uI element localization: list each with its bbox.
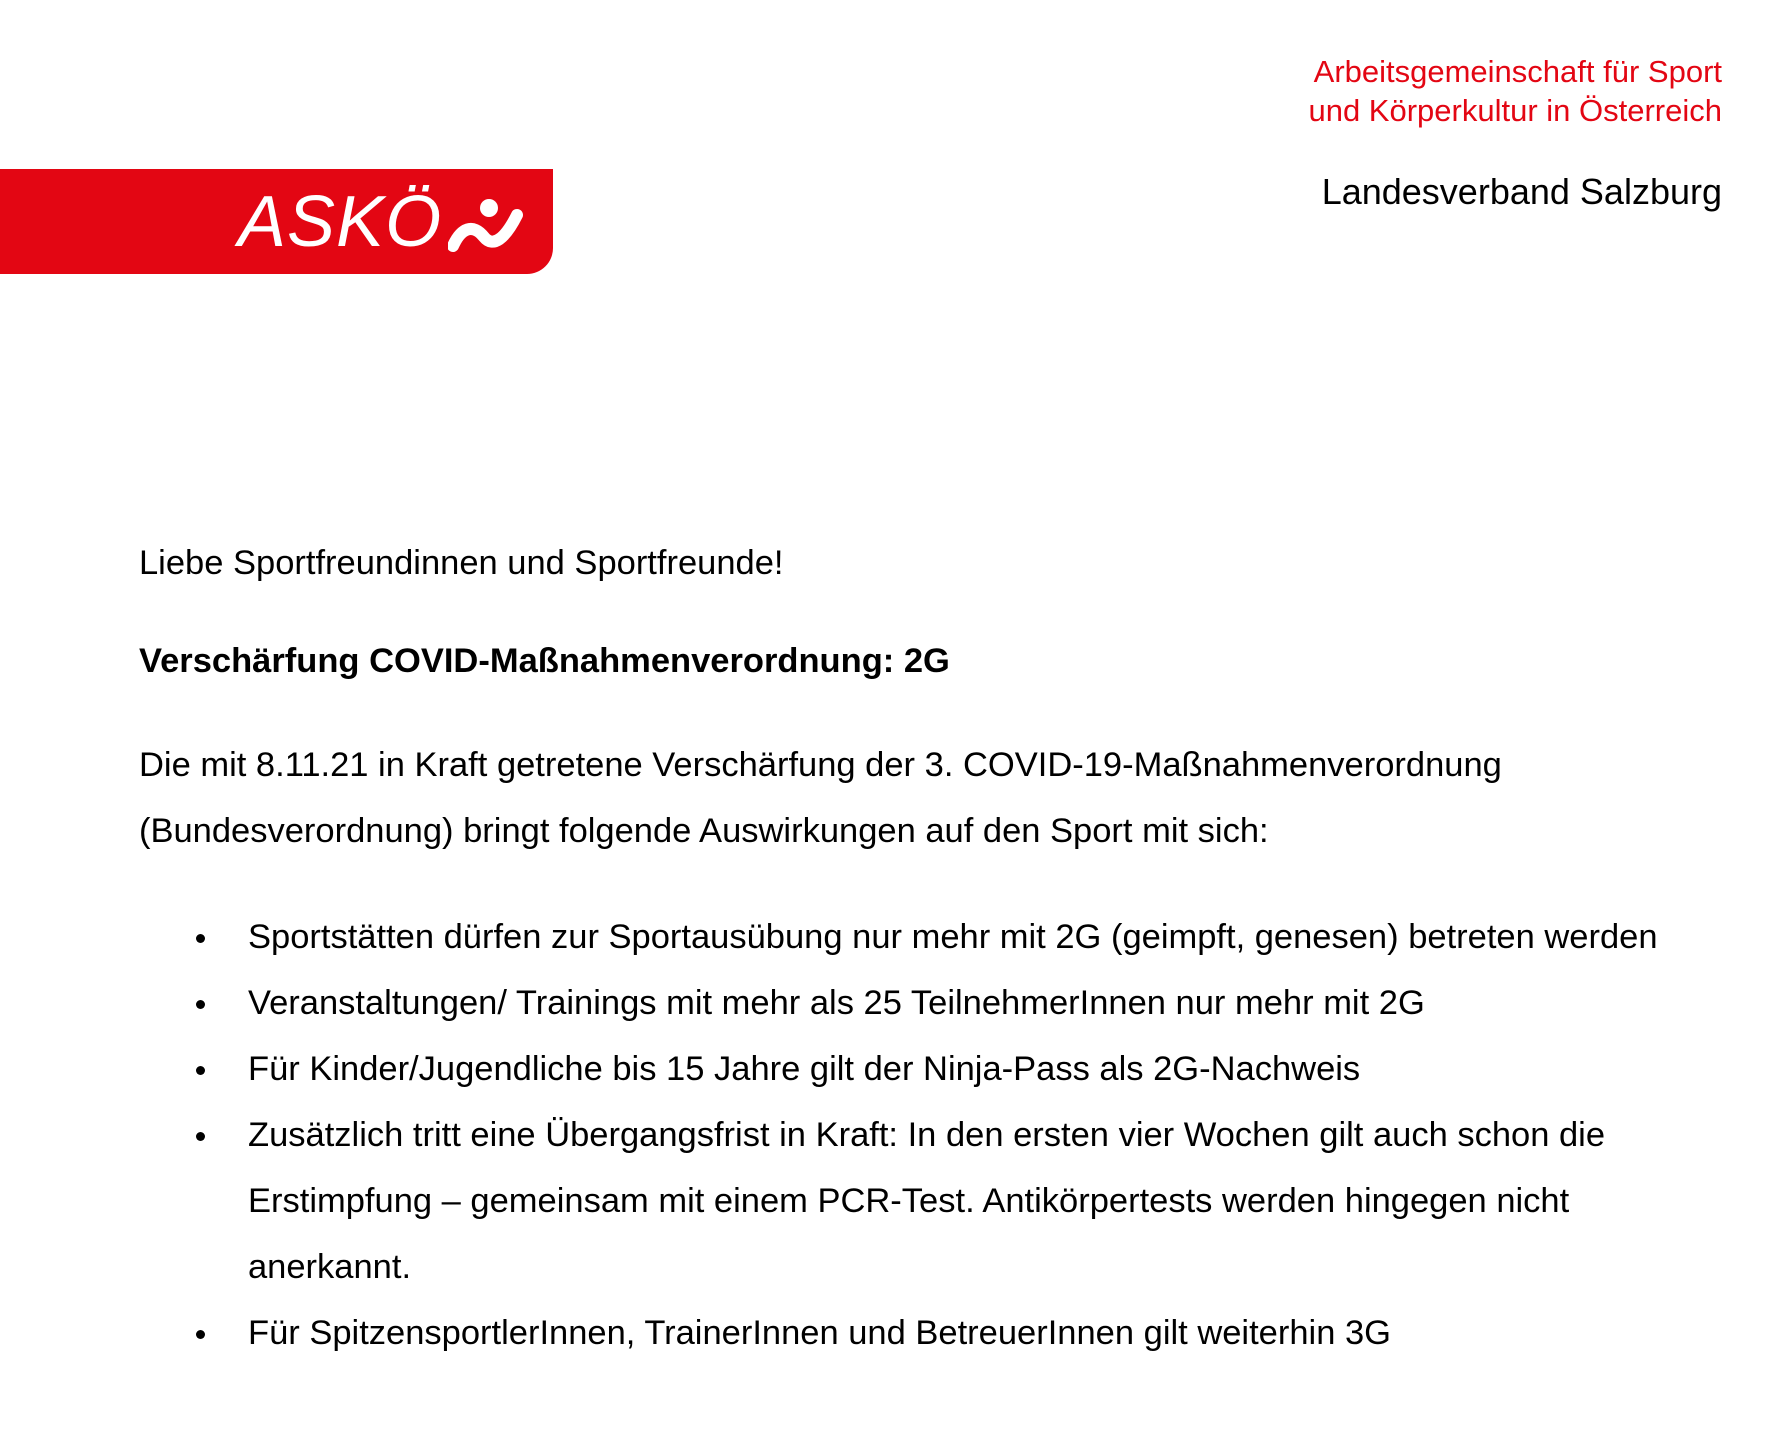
list-item [139, 1102, 1722, 1300]
bullet-icon [196, 1330, 205, 1339]
list-item-text: Sportstätten dürfen zur Sportausübung nur mehr mit 2G (geimpft, genesen) betreten werden [248, 918, 1658, 956]
list-item-text: Für SpitzensportlerInnen, TrainerInnen und BetreuerInnen gilt weiterhin 3G [248, 1314, 1391, 1352]
bullet-icon [196, 1000, 205, 1009]
list-item [139, 1036, 1722, 1102]
organization-name-line-1: Arbeitsgemeinschaft für Sport [1313, 54, 1722, 89]
measures-list [139, 904, 1722, 1366]
askoe-logo [0, 169, 553, 274]
list-item [139, 1300, 1722, 1366]
bullet-icon [196, 1066, 205, 1075]
organization-name [1308, 52, 1722, 130]
organization-name-line-2: und Körperkultur in Österreich [1308, 93, 1722, 128]
salutation: Liebe Sportfreundinnen und Sportfreunde! [139, 544, 784, 582]
bullet-icon [196, 1132, 205, 1141]
letter-body [139, 538, 1722, 1366]
list-item-text: Veranstaltungen/ Trainings mit mehr als 25 TeilnehmerInnen nur mehr mit 2G [248, 984, 1425, 1022]
list-item-text: Zusätzlich tritt eine Übergangsfrist in Kraft: In den ersten vier Wochen gilt auch schon die Erstimpfung – gemeinsam mit einem PCR-Test. Antikörpertests werden hingegen nicht anerkannt. [248, 1116, 1606, 1286]
list-item [139, 904, 1722, 970]
regional-association: Landesverband Salzburg [1321, 171, 1722, 212]
list-item-text: Für Kinder/Jugendliche bis 15 Jahre gilt der Ninja-Pass als 2G-Nachweis [248, 1050, 1361, 1088]
list-item [139, 970, 1722, 1036]
bullet-icon [196, 934, 205, 943]
intro-paragraph: Die mit 8.11.21 in Kraft getretene Verschärfung der 3. COVID-19-Maßnahmenverordnung (Bundesverordnung) bringt folgende Auswirkungen auf den Sport mit sich: [139, 746, 1502, 850]
athlete-figure-icon [448, 195, 524, 255]
logo-wordmark: ASKÖ [238, 182, 443, 262]
letter-heading: Verschärfung COVID-Maßnahmenverordnung: 2G [139, 642, 950, 680]
